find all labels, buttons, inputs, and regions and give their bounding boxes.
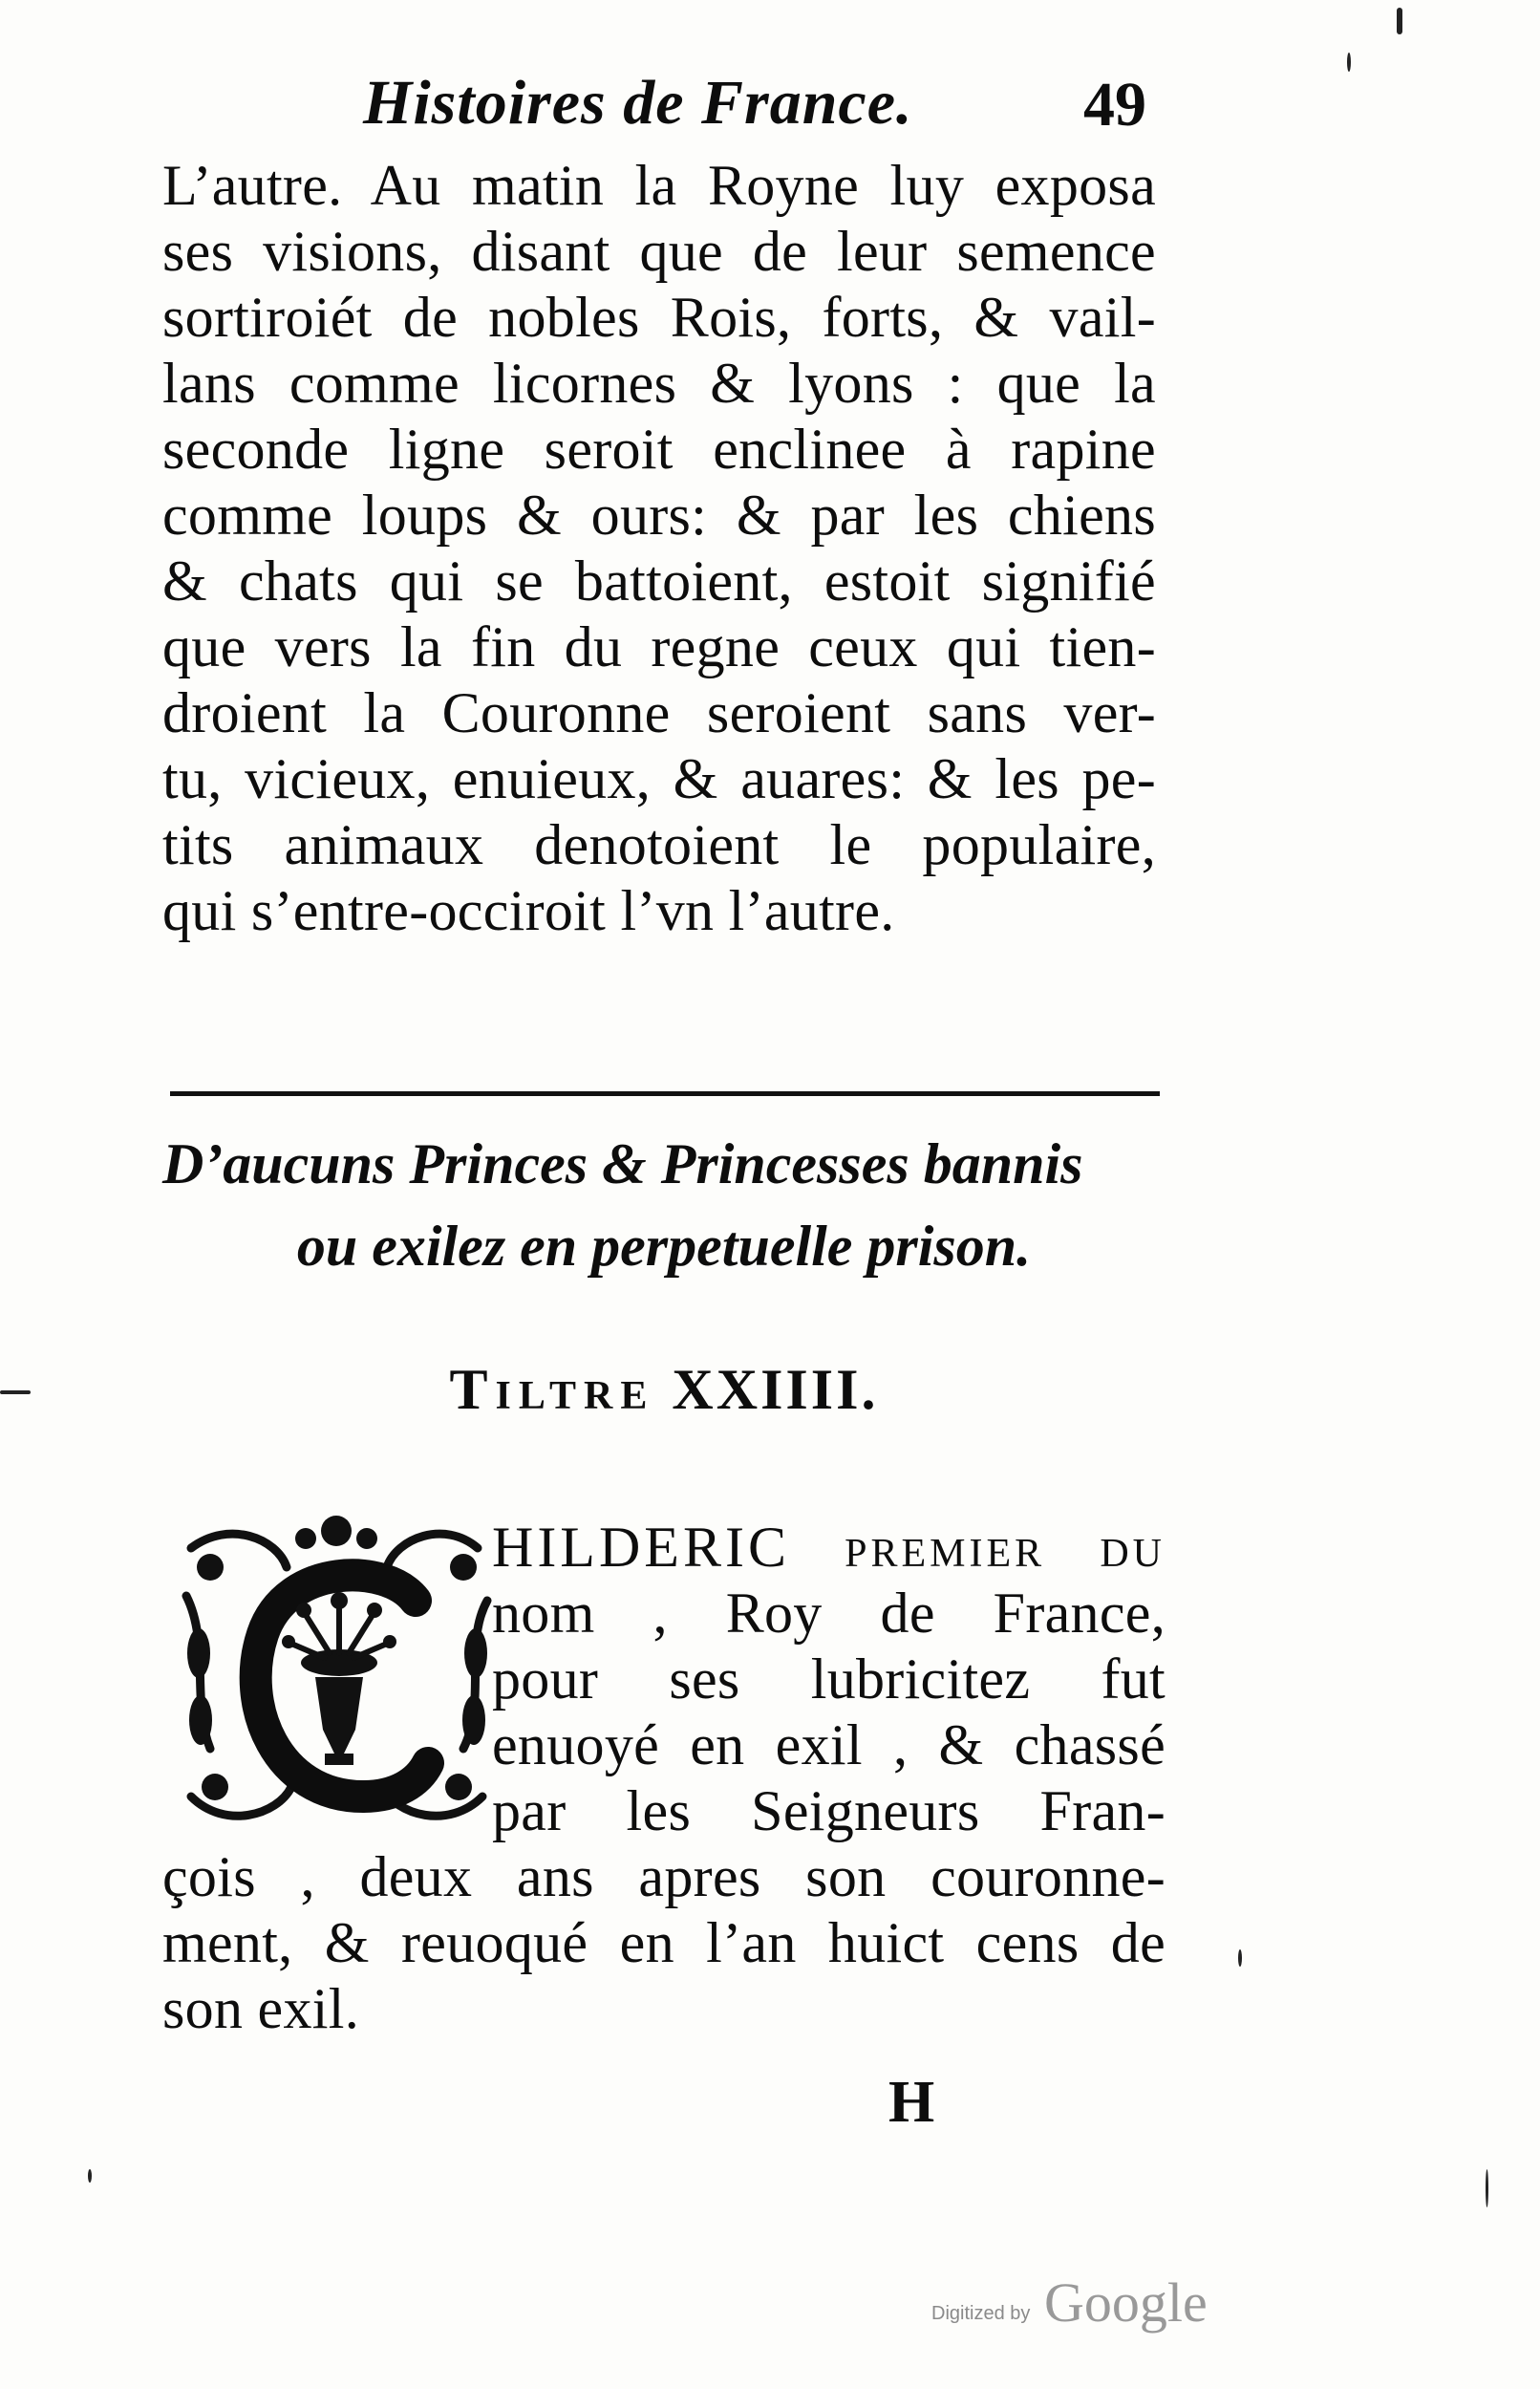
text-line: nom , Roy de France,: [492, 1582, 1166, 1645]
chapter-heading: [162, 1123, 1166, 1287]
scan-speck: [88, 2169, 92, 2183]
scan-speck: [1238, 1949, 1242, 1967]
text-line: comme loups & ours: & par les chiens: [162, 484, 1156, 547]
text-line: ment, & reuoqué en l’an huict cens de: [162, 1911, 1166, 1974]
watermark-small-text: Digitized by: [931, 2303, 1031, 2324]
chapter-heading-line1: D’aucuns Princes & Princesses bannis: [162, 1132, 1083, 1195]
text-line: tits animaux denotoient le populaire,: [162, 813, 1156, 876]
text-line: lans comme licornes & lyons : que la: [162, 352, 1156, 415]
titre-number: XXIIII.: [672, 1358, 879, 1421]
section-rule: [170, 1091, 1160, 1096]
titre-word: Tiltre: [449, 1358, 655, 1421]
scan-speck: [0, 1390, 31, 1394]
text-line: sortiroiét de nobles Rois, forts, & vail-: [162, 286, 1156, 349]
text-line: çois , deux ans apres son couronne-: [162, 1845, 1166, 1908]
text-line: & chats qui se battoient, estoit signifié: [162, 549, 1156, 613]
watermark-logo-text: Google: [1044, 2271, 1208, 2334]
scan-speck: [1486, 2169, 1488, 2207]
text-line: tu, vicieux, enuieux, & auares: & les pe-: [162, 747, 1156, 810]
page-header: [162, 67, 1166, 162]
text-line: seconde ligne seroit enclinee à rapine: [162, 418, 1156, 481]
scan-speck: [1397, 8, 1402, 34]
first-paragraph: [162, 153, 1156, 944]
text-line: qui s’entre-occiroit l’vn l’autre.: [162, 879, 895, 942]
text-line: pour ses lubricitez fut: [492, 1647, 1166, 1711]
text-line: que vers la fin du regne ceux qui tien-: [162, 615, 1156, 678]
page-number: 49: [1083, 70, 1146, 140]
text-line: enuoyé en exil , & chassé: [492, 1713, 1166, 1776]
chapter-heading-line2: ou exilez en perpetuelle prison.: [296, 1215, 1032, 1278]
text-line: son exil.: [162, 1977, 360, 2040]
text-line: par les Seigneurs Fran-: [492, 1779, 1166, 1842]
text-line: L’autre. Au matin la Royne luy exposa: [162, 154, 1156, 217]
scan-speck: [1347, 53, 1351, 72]
signature-mark: H: [888, 2070, 935, 2135]
text-line: droient la Couronne seroient sans ver-: [162, 681, 1156, 744]
text-line: ses visions, disant que de leur semence: [162, 220, 1156, 283]
titre-line: [162, 1357, 1166, 1423]
second-paragraph: [162, 1515, 1166, 2042]
running-title: Histoires de France.: [363, 68, 913, 138]
text-line: HILDERIC premier du: [492, 1516, 1166, 1579]
digitization-watermark: [931, 2265, 1237, 2341]
